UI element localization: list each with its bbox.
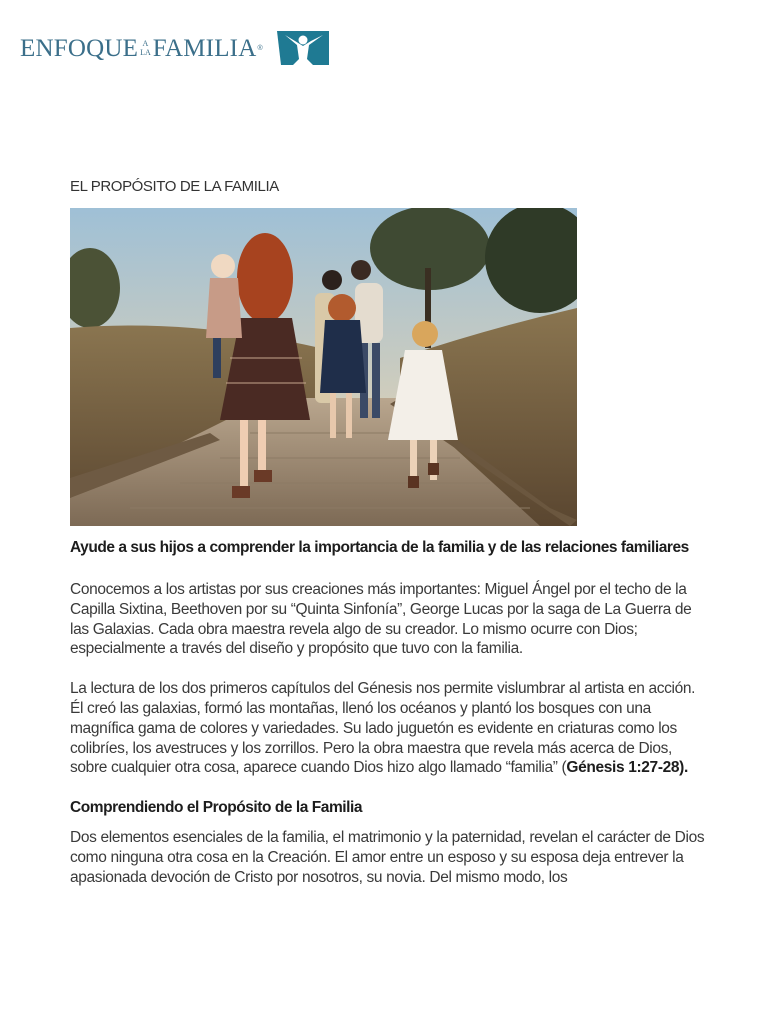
bible-reference: Génesis 1:27-28). [566, 759, 688, 777]
family-emblem-icon [275, 29, 331, 67]
article-subtitle: Ayude a sus hijos a comprender la importancia de la familia y de las relaciones familiares [70, 539, 689, 556]
paragraph-3: Dos elementos esenciales de la familia, el matrimonio y la paternidad, revelan el carácter de Dios como ninguna otra cosa en la Creación. El amor entre un esposo y su esposa deja entrever la apasionada devoción de Cristo por nosotros, su novia. Del mismo modo, los [70, 829, 705, 886]
logo-text-enfoque: ENFOQUE [20, 34, 139, 62]
logo-text-familia: FAMILIA [152, 34, 257, 62]
registered-mark: ® [257, 44, 263, 52]
article [70, 176, 710, 908]
site-logo[interactable] [20, 28, 331, 68]
paragraph-2-text: La lectura de los dos primeros capítulos del Génesis nos permite vislumbrar al artista en acción. Él creó las galaxias, formó las montañas, llenó los océanos y plantó los bosques con una magnífica gama de colores y variedades. Su lado juguetón es evidente en criaturas como los colibríes, los avestruces y los zorrillos. Pero la obra maestra que revela más acerca de Dios, sobre cualquier otra cosa, aparece cuando Dios hizo algo llamado “familia” ( [70, 680, 696, 777]
logo-text-a: A [142, 39, 149, 48]
logo-text-a-la [140, 39, 151, 57]
section-heading: Comprendiendo el Propósito de la Familia [70, 799, 363, 817]
family-photo [70, 208, 577, 526]
paragraph-2 [70, 679, 710, 778]
page-title: EL PROPÓSITO DE LA FAMILIA [70, 178, 279, 195]
logo-text-la: LA [140, 48, 151, 57]
paragraph-1: Conocemos a los artistas por sus creaciones más importantes: Miguel Ángel por el techo de la Capilla Sixtina, Beethoven por su “Quinta Sinfonía”, George Lucas por la saga de La Guerra de las Galaxias. Cada obra maestra revela algo de su creador. Lo mismo ocurre con Dios; especialmente a través del diseño y propósito que tuvo con la familia. [70, 581, 692, 658]
